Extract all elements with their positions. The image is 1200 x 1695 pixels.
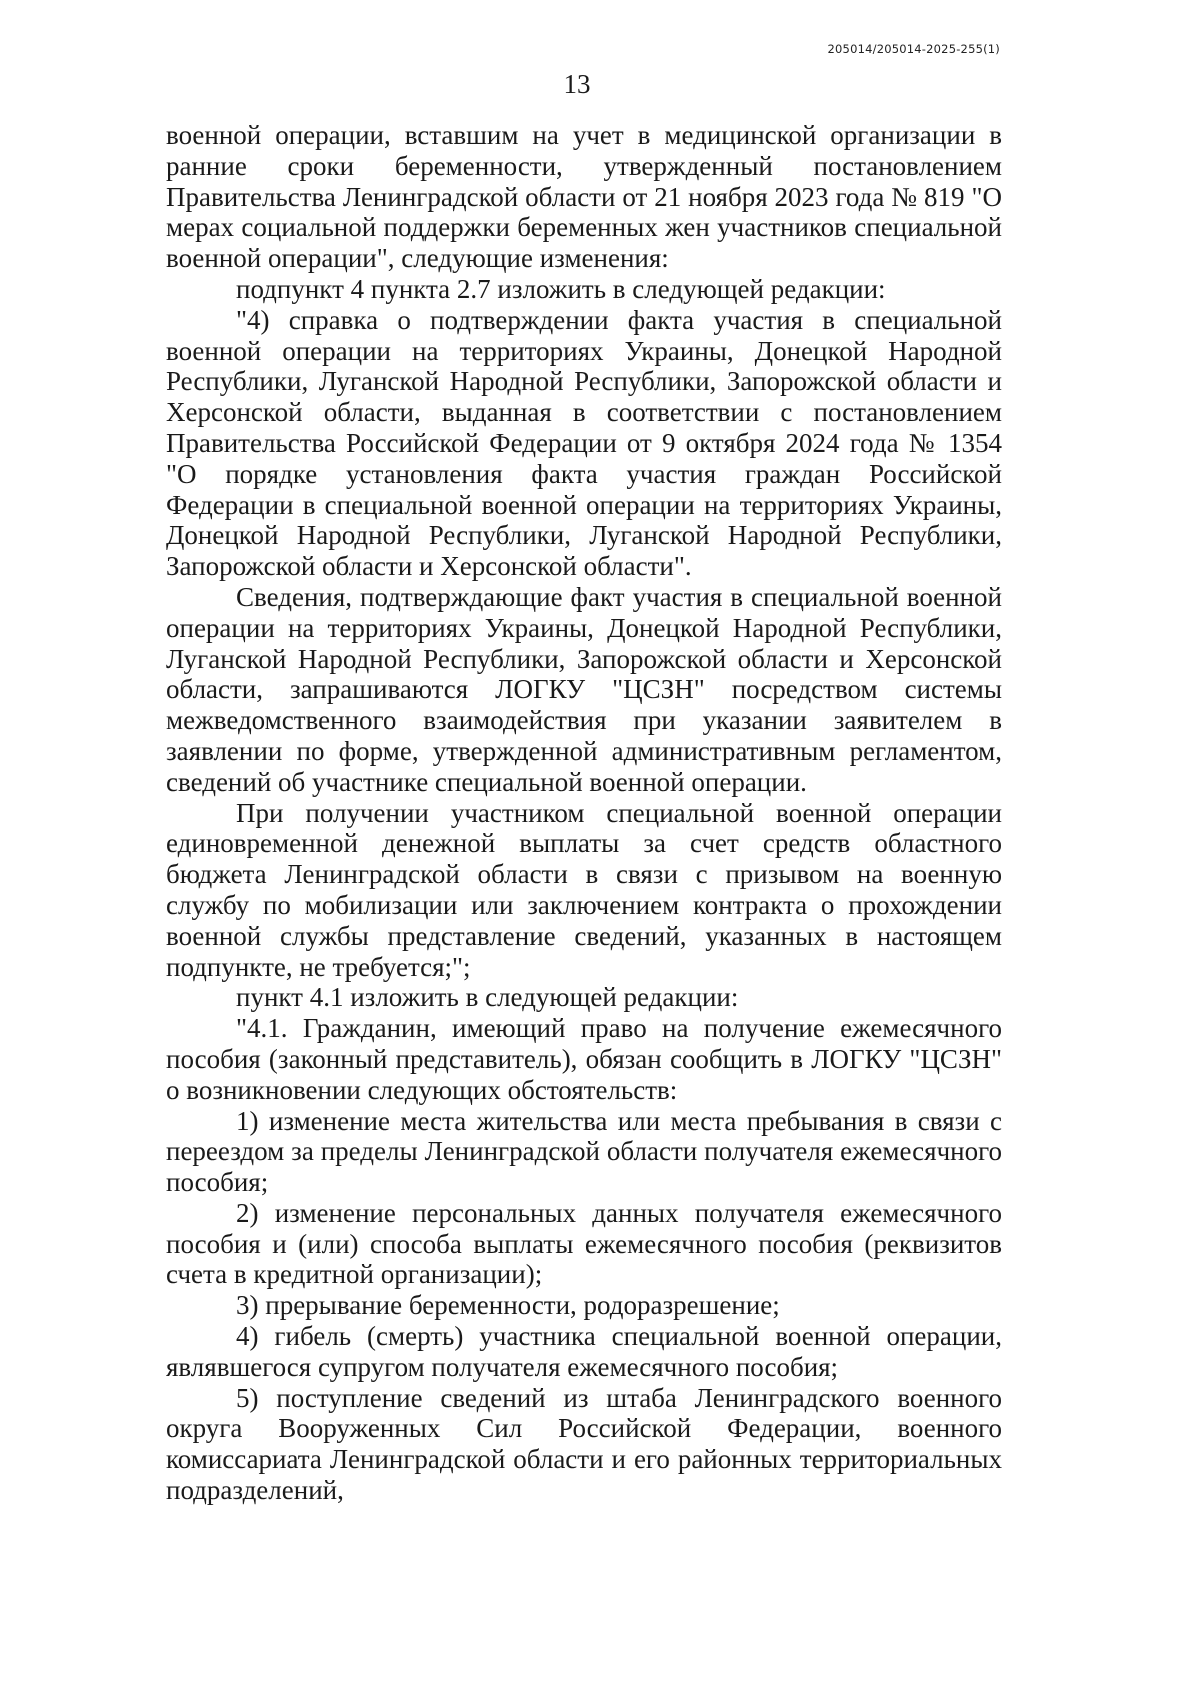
list-item-3: 3) прерывание беременности, родоразрешение; [236, 1290, 780, 1321]
list-item-4: 4) гибель (смерть) участника специальной военной операции, являвшегося супругом получателя ежемесячного пособия; [166, 1321, 1002, 1382]
paragraph-subpoint-4: "4) справка о подтверждении факта участия в специальной военной операции на территориях Украины, Донецкой Народной Республики, Луганской Народной Республики, Запорожской области и Херсонской области, выданная в соответствии с постановлением Правительства Российской Федерации от 9 октября 2024 года № 1354 "О порядке установления факта участия граждан Российской Федерации в специальной военной операции на территориях Украины, Донецкой Народной Республики, Луганской Народной Республики, Запорожской области и Херсонской области". [166, 304, 1002, 582]
paragraph-subpoint-intro: подпункт 4 пункта 2.7 изложить в следующей редакции: [236, 273, 886, 304]
list-item-2: 2) изменение персональных данных получателя ежемесячного пособия и (или) способа выплаты ежемесячного пособия (реквизитов счета в кредитной организации); [166, 1197, 1002, 1290]
paragraph-payment-exception: При получении участником специальной военной операции единовременной денежной выплаты за счет средств областного бюджета Ленинградской области в связи с призывом на военную службу по мобилизации или заключением контракта о прохождении военной службы представление сведений, указанных в настоящем подпункте, не требуется;"; [166, 797, 1002, 982]
paragraph-point-intro: пункт 4.1 изложить в следующей редакции: [236, 982, 739, 1013]
paragraph-info-request: Сведения, подтверждающие факт участия в специальной военной операции на территориях Украины, Донецкой Народной Республики, Луганской Народной Республики, Запорожской области и Херсонской области, запрашиваются ЛОГКУ "ЦСЗН" посредством системы межведомственного взаимодействия при указании заявителем в заявлении по форме, утвержденной административным регламентом, сведений об участнике специальной военной операции. [166, 581, 1002, 797]
list-item-5: 5) поступление сведений из штаба Ленинградского военного округа Вооруженных Сил Российской Федерации, военного комиссариата Ленинградской области и его районных территориальных подразделений, [166, 1382, 1002, 1506]
document-id: 205014/205014-2025-255(1) [827, 42, 1000, 56]
paragraph-point-4-1: "4.1. Гражданин, имеющий право на получение ежемесячного пособия (законный представитель), обязан сообщить в ЛОГКУ "ЦСЗН" о возникновении следующих обстоятельств: [166, 1013, 1002, 1105]
paragraph-continuation: военной операции, вставшим на учет в медицинской организации в ранние сроки беременности, утвержденный постановлением Правительства Ленинградской области от 21 ноября 2023 года № 819 "О мерах социальной поддержки беременных жен участников специальной военной операции", следующие изменения: [166, 120, 1002, 274]
document-body [166, 120, 1002, 1506]
page-number: 13 [563, 69, 591, 99]
list-item-1: 1) изменение места жительства или места пребывания в связи с переездом за пределы Ленинградской области получателя ежемесячного пособия; [166, 1105, 1002, 1198]
